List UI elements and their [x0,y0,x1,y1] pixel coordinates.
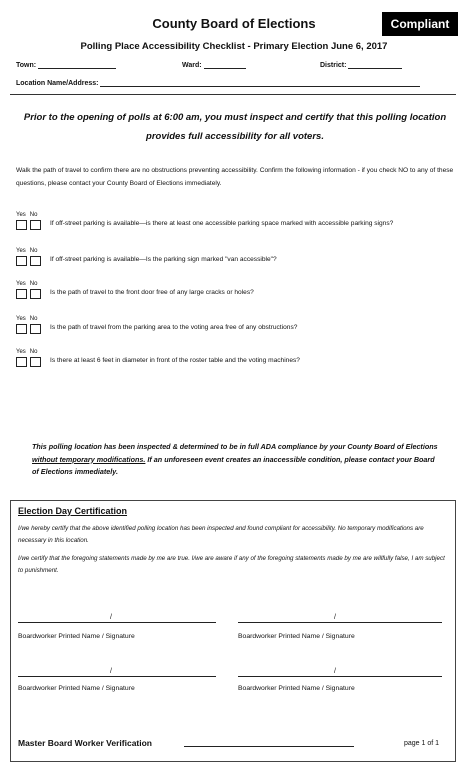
master-verification-label: Master Board Worker Verification [18,738,152,748]
question-row [16,212,456,234]
ward-input-line[interactable] [204,61,246,69]
compliance-statement [32,441,442,479]
signature-line[interactable] [18,676,216,678]
compliance-text-1: This polling location has been inspected & determined to be in full ADA compliance by your County Board of Elections [32,442,438,451]
certification-text-2: I/we certify that the foregoing statements made by me are true. I/we are aware if any of the foregoing statements made by me are willfully false, I am subject to punishment. [18,555,445,574]
yes-label: Yes [16,349,26,355]
question-text: If off-street parking is available—Is the parking sign marked "van accessible"? [50,256,277,263]
question-row [16,349,456,371]
certification-text-1: I/we hereby certify that the above identified polling location has been inspected and found compliant for accessibility. No temporary modifications are necessary in this location. [18,525,424,544]
no-label: No [29,248,38,254]
compliant-badge: Compliant [382,12,458,36]
no-checkbox[interactable] [30,289,41,299]
town-field [16,61,116,69]
certification-heading: Election Day Certification [18,506,128,516]
document-subtitle: Polling Place Accessibility Checklist - Primary Election June 6, 2017 [80,41,388,52]
compliance-text-2: If an unforeseen event creates an inaccessible condition, please contact your Board of Elections immediately. [32,454,435,476]
yes-checkbox[interactable] [16,357,27,367]
inspection-notice: Prior to the opening of polls at 6:00 am, you must inspect and certify that this polling location provides full accessibility for all voters. [23,112,447,142]
yes-label: Yes [16,316,26,322]
ward-field [182,61,246,69]
no-label: No [29,281,38,287]
question-row [16,248,456,270]
signature-slash: / [334,614,336,621]
no-label: No [29,316,38,322]
question-text: Is the path of travel from the parking area to the voting area free of any obstructions? [50,324,298,331]
signature-line[interactable] [18,622,216,624]
no-checkbox[interactable] [30,324,41,334]
instructions: Walk the path of travel to confirm there are no obstructions preventing accessibility. Confirm the following information - if you check NO to any of these questions, please contact your County Board of Elections immediately. [16,167,454,187]
location-label: Location Name/Address: [16,80,99,87]
question-row [16,281,456,303]
signature-label: Boardworker Printed Name / Signature [238,685,355,692]
document-title: County Board of Elections [152,16,316,31]
signature-label: Boardworker Printed Name / Signature [238,633,355,640]
question-row [16,316,456,338]
question-text: Is there at least 6 feet in diameter in front of the roster table and the voting machines? [50,357,300,364]
no-label: No [29,349,38,355]
header-divider [10,94,456,95]
town-input-line[interactable] [38,61,116,69]
district-label: District: [320,62,347,69]
page-number: page 1 of 1 [404,740,440,747]
signature-slash: / [334,668,336,675]
yes-checkbox[interactable] [16,220,27,230]
signature-label: Boardworker Printed Name / Signature [18,633,135,640]
location-input-line[interactable] [100,79,420,87]
yes-checkbox[interactable] [16,256,27,266]
signature-label: Boardworker Printed Name / Signature [18,685,135,692]
location-field [16,79,420,87]
district-input-line[interactable] [348,61,402,69]
ward-label: Ward: [182,62,202,69]
district-field [320,61,402,69]
signature-line[interactable] [238,622,442,624]
yes-label: Yes [16,281,26,287]
yes-checkbox[interactable] [16,289,27,299]
signature-slash: / [110,668,112,675]
signature-slash: / [110,614,112,621]
question-text: If off-street parking is available—is there at least one accessible parking space marked with accessible parking signs? [50,220,394,227]
yes-checkbox[interactable] [16,324,27,334]
no-checkbox[interactable] [30,220,41,230]
yes-label: Yes [16,248,26,254]
question-text: Is the path of travel to the front door free of any large cracks or holes? [50,289,254,296]
yes-label: Yes [16,212,26,218]
town-label: Town: [16,62,37,69]
master-verification-line[interactable] [184,746,354,748]
signature-line[interactable] [238,676,442,678]
compliance-underlined: without temporary modifications. [32,454,146,464]
no-label: No [29,212,38,218]
no-checkbox[interactable] [30,357,41,367]
no-checkbox[interactable] [30,256,41,266]
